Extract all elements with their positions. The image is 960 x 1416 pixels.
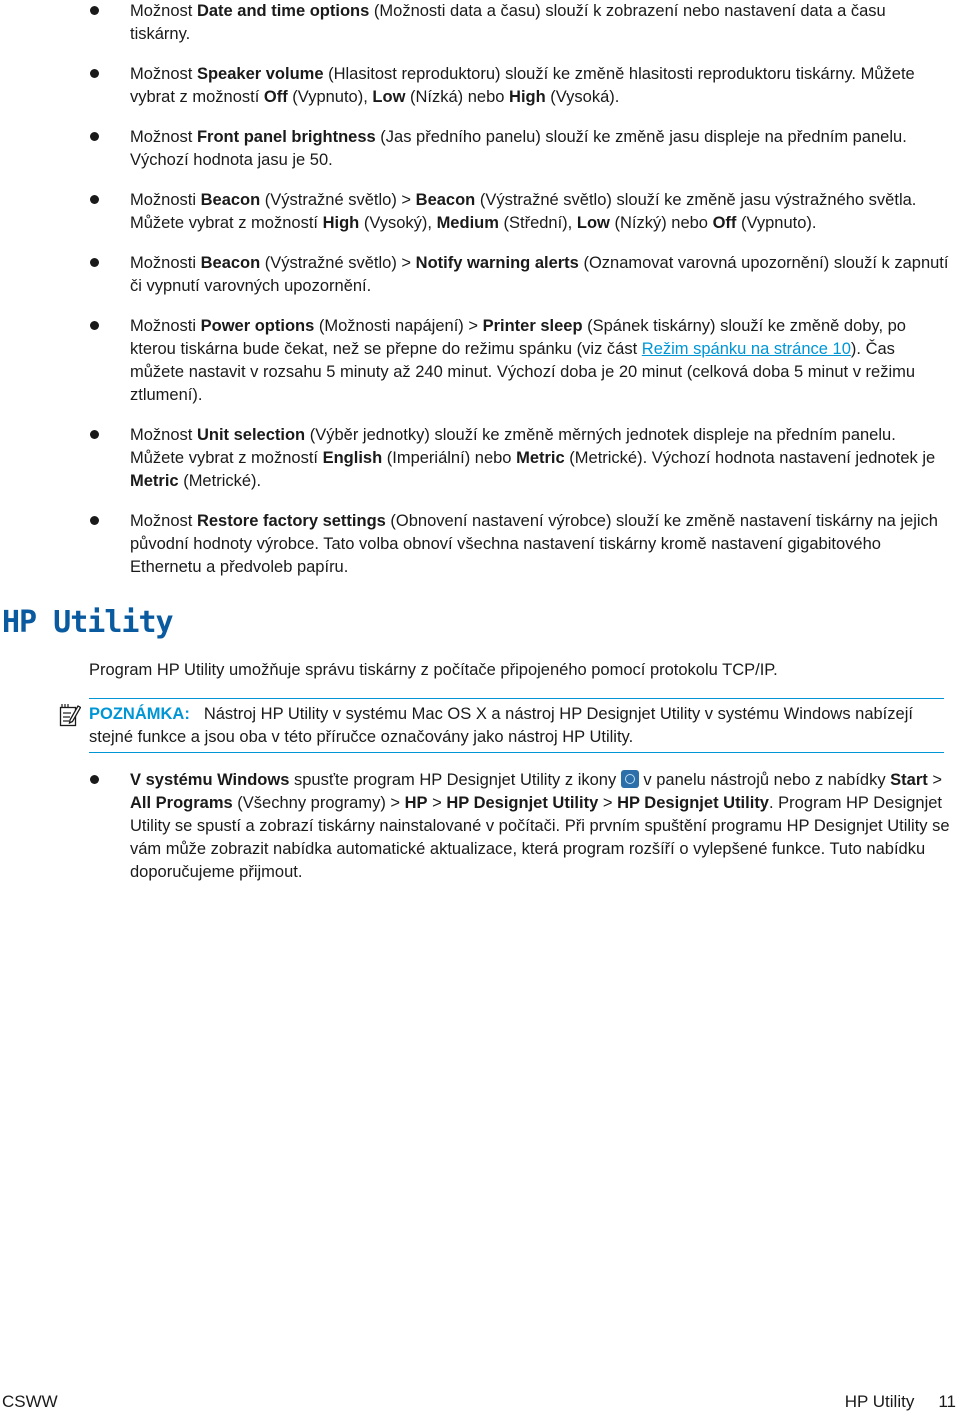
bullet-icon [90,430,99,439]
menu-path-app: HP Designjet Utility [617,794,769,812]
list-item-beacon-alerts [0,252,950,298]
item-text: (Všechny programy) > [232,794,405,812]
item-text: (Vysoký), [359,214,437,232]
menu-path-all-programs: All Programs [130,794,233,812]
item-text: spusťte program HP Designjet Utility z ikony [289,771,621,789]
option-value: Low [576,214,610,232]
list-item-printer-sleep [0,315,950,407]
list-item-unit-selection [0,424,950,493]
item-text: (Metrické). [178,472,262,490]
option-value: English [322,449,383,467]
option-name: Power options [200,317,315,335]
item-text: (Nízký) nebo [609,214,713,232]
item-text: (Vysoká). [545,88,620,106]
item-text: Možnost [130,2,197,20]
item-text: Možnosti [130,191,201,209]
bullet-icon [90,775,99,784]
menu-separator: > [598,794,618,812]
item-text: (Metrické). Výchozí hodnota nastavení jednotek je [564,449,936,467]
item-text: (Hlasitost reproduktoru) slouží ke změně hlasitosti reproduktoru tiskárny. Můžete vybrat z možností [130,65,915,106]
item-text: (Jas předního panelu) slouží ke změně jasu displeje na předním panelu. Výchozí hodnota jasu je 50. [130,128,907,169]
item-text: (Obnovení nastavení výrobce) slouží ke změně nastavení tiskárny na jejich původní hodnoty výrobce. Tato volba obnoví všechna nastavení tiskárny kromě nastavení gigabitového Ethernetu a předvoleb papíru. [130,512,938,576]
bullet-icon [90,132,99,141]
option-value: Low [372,88,406,106]
item-text: (Vypnuto). [736,214,817,232]
option-name: Beacon [200,191,261,209]
option-name: Beacon [415,191,476,209]
bullet-icon [90,195,99,204]
list-item-front-panel-brightness [0,126,950,172]
bullet-icon [90,516,99,525]
item-text: (Výstražné světlo) slouží ke změně jasu výstražného světla. Můžete vybrat z možností [130,191,917,232]
item-text: Možnost [130,512,197,530]
bullet-icon [90,69,99,78]
list-item-date-time [0,0,950,46]
item-text: Možnost [130,426,197,444]
item-text: Možnosti [130,254,201,272]
bullet-icon [90,258,99,267]
menu-path-folder: HP Designjet Utility [446,794,599,812]
item-text: (Výstražné světlo) > [260,254,416,272]
item-text: (Nízká) nebo [405,88,510,106]
option-name: Speaker volume [196,65,324,83]
option-name: Front panel brightness [196,128,376,146]
item-text: ). Čas můžete nastavit v rozsahu 5 minuty až 240 minut. Výchozí doba je 20 minut (celková doba 5 minut v režimu ztlumení). [130,340,916,404]
list-item-beacon-brightness [0,189,950,235]
settings-options-list [0,0,950,596]
sleep-mode-page-link[interactable]: Režim spánku na stránce 10 [641,340,851,358]
item-text: (Možnosti napájení) > [314,317,483,335]
list-item-windows [0,769,950,884]
option-value: Off [263,88,288,106]
item-text: (Výběr jednotky) slouží ke změně měrných jednotek displeje na předním panelu. Můžete vybrat z možností [130,426,896,467]
os-name: V systému Windows [130,771,290,789]
section-heading: HP Utility [2,605,173,640]
item-text: (Výstražné světlo) > [260,191,416,209]
item-text: (Oznamovat varovná upozornění) slouží k zapnutí či vypnutí varovných upozornění. [130,254,949,295]
option-name: Beacon [200,254,261,272]
utility-steps-list [0,769,950,884]
option-name: Date and time options [196,2,370,20]
bullet-icon [90,6,99,15]
item-text: . Program HP Designjet Utility se spustí a zobrazí tiskárny nainstalované v počítači. Při prvním spuštění programu HP Designjet Utility se vám může zobrazit nabídka automatické aktualizace, která program rozšíří o vylepšené funkce. Tuto nabídku doporučujeme přijmout. [130,794,950,881]
item-text: (Možnosti data a času) slouží k zobrazení nebo nastavení data a času tiskárny. [130,2,886,43]
option-name: Notify warning alerts [415,254,579,272]
footer-section [845,1391,956,1413]
section-intro: Program HP Utility umožňuje správu tiskárny z počítače připojeného pomocí protokolu TCP/IP. [89,661,778,679]
option-name: Printer sleep [482,317,583,335]
menu-separator: > [927,771,942,789]
note-label: POZNÁMKA: [89,705,190,723]
footer-section-title: HP Utility [844,1392,915,1411]
option-name: Restore factory settings [196,512,386,530]
item-text: v panelu nástrojů nebo z nabídky [638,771,891,789]
option-value: High [509,88,546,106]
note-pencil-icon [59,703,81,727]
bullet-icon [90,321,99,330]
footer-locale-code: CSWW [2,1392,58,1411]
item-text: (Spánek tiskárny) slouží ke změně doby, po kterou tiskárna bude čekat, než se přepne do režimu spánku (viz část [130,317,906,358]
option-value: Off [712,214,737,232]
item-text: (Vypnuto), [287,88,373,106]
designjet-utility-icon [621,770,639,788]
list-item-speaker-volume [0,63,950,109]
note-text: Nástroj HP Utility v systému Mac OS X a nástroj HP Designjet Utility v systému Windows nabízejí stejné funkce a jsou oba v této příručce označovány jako nástroj HP Utility. [89,705,913,746]
option-value: Metric [130,472,179,490]
item-text: Možnost [130,128,197,146]
option-value: Metric [516,449,565,467]
menu-separator: > [427,794,447,812]
item-text: Možnosti [130,317,201,335]
list-item-restore-factory [0,510,950,579]
item-text: (Imperiální) nebo [382,449,517,467]
option-value: High [322,214,360,232]
note-box [89,698,944,753]
page-number: 11 [938,1392,956,1411]
option-name: Unit selection [196,426,306,444]
menu-path-start: Start [890,771,928,789]
menu-path-hp: HP [404,794,428,812]
item-text: (Střední), [498,214,577,232]
item-text: Možnost [130,65,197,83]
option-value: Medium [436,214,499,232]
